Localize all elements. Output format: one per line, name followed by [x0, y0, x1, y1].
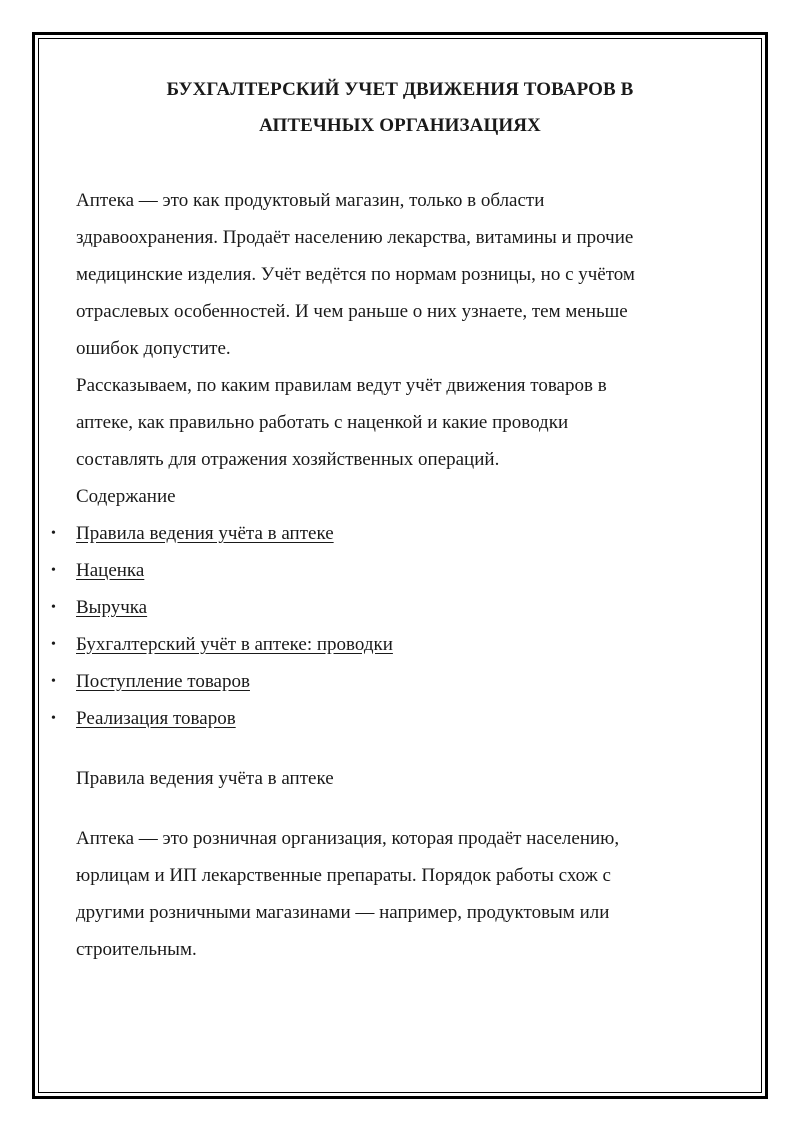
toc-link-markup[interactable]: Наценка: [76, 560, 145, 581]
text-line: ошибок допустите.: [76, 338, 231, 359]
spacer: [76, 737, 736, 760]
title-line-2: АПТЕЧНЫХ ОРГАНИЗАЦИЯХ: [259, 115, 541, 136]
bullet-icon: •: [51, 674, 56, 689]
bullet-icon: •: [51, 600, 56, 615]
section-heading: Правила ведения учёта в аптеке: [76, 768, 334, 789]
bullet-icon: •: [51, 711, 56, 726]
text-line: строительным.: [76, 939, 197, 960]
toc-link-revenue[interactable]: Выручка: [76, 597, 148, 618]
text-line: медицинские изделия. Учёт ведётся по нормам розницы, но с учётом: [76, 264, 635, 285]
toc-item: [51, 663, 736, 700]
section-paragraph: [76, 820, 736, 968]
toc-link-goods-sales[interactable]: Реализация товаров: [76, 708, 236, 729]
toc-item: [51, 626, 736, 663]
text-line: другими розничными магазинами — например, продуктовым или: [76, 902, 610, 923]
toc-link-goods-receipt[interactable]: Поступление товаров: [76, 671, 250, 692]
toc-item: [51, 515, 736, 552]
text-line: здравоохранения. Продаёт населению лекарства, витамины и прочие: [76, 227, 634, 248]
toc-item: [51, 700, 736, 737]
toc-heading: Содержание: [76, 486, 176, 507]
text-line: Аптека — это розничная организация, которая продаёт населению,: [76, 828, 620, 849]
intro-paragraph-2: [76, 367, 736, 478]
intro-paragraph-1: [76, 182, 736, 367]
toc-link-postings[interactable]: Бухгалтерский учёт в аптеке: проводки: [76, 634, 393, 655]
bullet-icon: •: [51, 526, 56, 541]
text-line: Аптека — это как продуктовый магазин, только в области: [76, 190, 545, 211]
document-title: [76, 72, 724, 144]
toc-item: [51, 552, 736, 589]
bullet-icon: •: [51, 637, 56, 652]
text-line: составлять для отражения хозяйственных операций.: [76, 449, 500, 470]
text-line: отраслевых особенностей. И чем раньше о них узнаете, тем меньше: [76, 301, 628, 322]
document-body: [51, 182, 736, 968]
toc-item: [51, 589, 736, 626]
bullet-icon: •: [51, 563, 56, 578]
text-line: аптеке, как правильно работать с наценкой и какие проводки: [76, 412, 569, 433]
spacer: [76, 797, 736, 820]
title-line-1: БУХГАЛТЕРСКИЙ УЧЕТ ДВИЖЕНИЯ ТОВАРОВ В: [166, 79, 634, 100]
table-of-contents: [51, 515, 736, 737]
text-line: юрлицам и ИП лекарственные препараты. Порядок работы схож с: [76, 865, 611, 886]
toc-link-accounting-rules[interactable]: Правила ведения учёта в аптеке: [76, 523, 334, 544]
text-line: Рассказываем, по каким правилам ведут учёт движения товаров в: [76, 375, 607, 396]
